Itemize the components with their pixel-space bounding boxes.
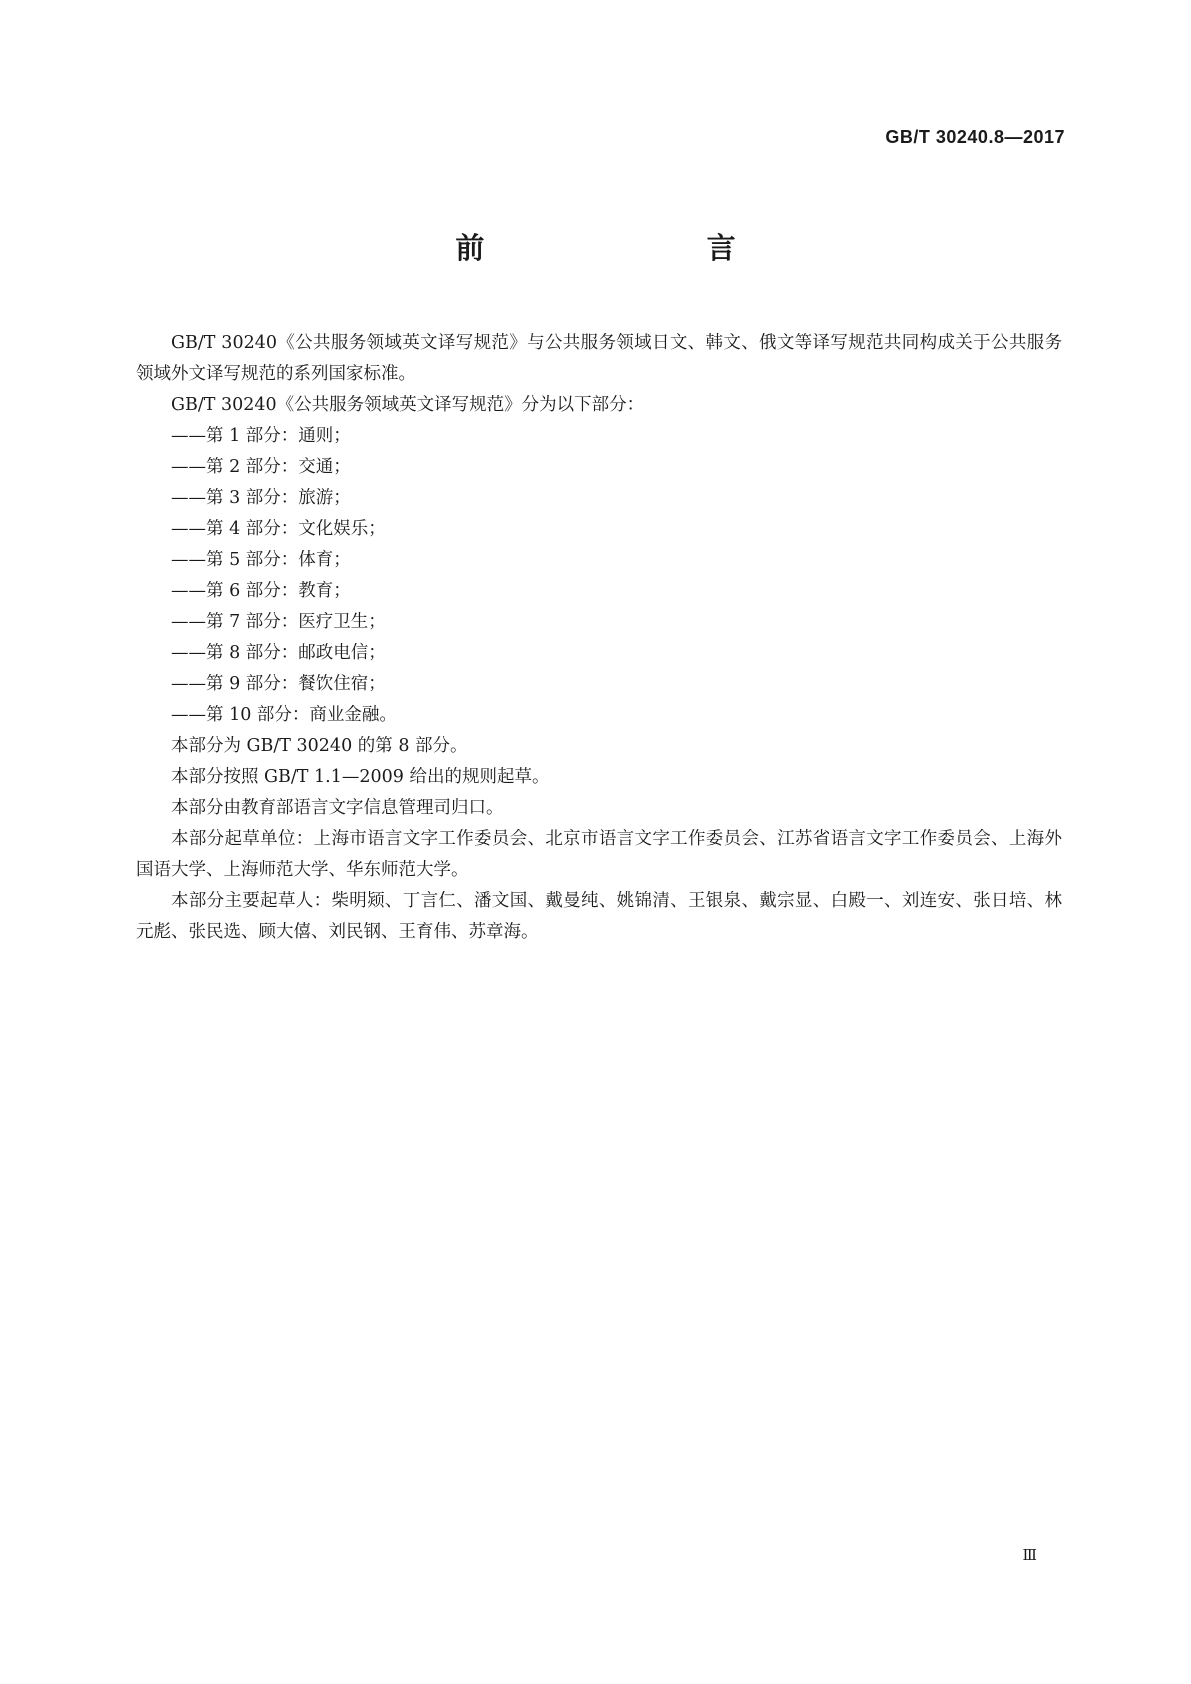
parts-list [136,421,1062,731]
paragraph-responsible-authority: 本部分由教育部语言文字信息管理司归口。 [171,798,504,818]
page-title: 前 言 [455,231,784,265]
paragraph-drafting-rules: 本部分按照 GB/T 1.1—2009 给出的规则起草。 [171,767,550,787]
list-item: ——第 2 部分：交通； [171,457,351,477]
paragraph-part-number: 本部分为 GB/T 30240 的第 8 部分。 [171,736,468,756]
paragraph-series-intro: GB/T 30240《公共服务领域英文译写规范》与公共服务领域日文、韩文、俄文等译写规范共同构成关于公共服务领域外文译写规范的系列国家标准。 [136,333,1062,384]
list-item: ——第 3 部分：旅游； [171,488,351,508]
list-item: ——第 1 部分：通则； [171,426,351,446]
list-item: ——第 7 部分：医疗卫生； [171,612,386,632]
list-item: ——第 9 部分：餐饮住宿； [171,674,386,694]
list-item: ——第 5 部分：体育； [171,550,351,570]
paragraph-parts-intro: GB/T 30240《公共服务领域英文译写规范》分为以下部分： [171,395,645,415]
list-item: ——第 4 部分：文化娱乐； [171,519,386,539]
paragraph-drafters: 本部分主要起草人：柴明颎、丁言仁、潘文国、戴曼纯、姚锦清、王银泉、戴宗显、白殿一、刘连安、张日培、林元彪、张民选、顾大僖、刘民钢、王育伟、苏章海。 [136,891,1062,942]
paragraph-drafting-organizations: 本部分起草单位：上海市语言文字工作委员会、北京市语言文字工作委员会、江苏省语言文字工作委员会、上海外国语大学、上海师范大学、华东师范大学。 [136,829,1062,880]
list-item: ——第 6 部分：教育； [171,581,351,601]
standard-code: GB/T 30240.8—2017 [885,127,1065,147]
page-number: Ⅲ [1022,1546,1037,1564]
foreword-body [136,328,1062,948]
list-item: ——第 8 部分：邮政电信； [171,643,386,663]
list-item: ——第 10 部分：商业金融。 [171,705,397,725]
